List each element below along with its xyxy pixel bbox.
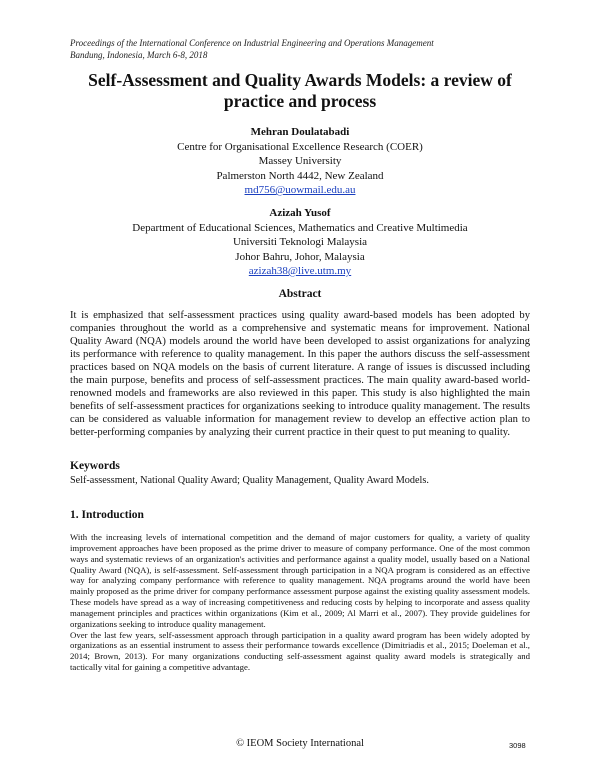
keywords-heading: Keywords xyxy=(70,460,120,472)
introduction-body xyxy=(70,532,530,673)
author-university: Universiti Teknologi Malaysia xyxy=(232,236,368,248)
footer-page-number: 3098 xyxy=(509,741,526,750)
paper-title: Self-Assessment and Quality Awards Models: a review of practice and process xyxy=(88,70,512,111)
author-affiliation: Department of Educational Sciences, Mathematics and Creative Multimedia xyxy=(132,221,468,234)
author-affiliation: Centre for Organisational Excellence Research (COER) xyxy=(177,140,423,153)
author-name: Azizah Yusof xyxy=(269,207,331,219)
author-address: Johor Bahru, Johor, Malaysia xyxy=(235,250,365,263)
header-line-1: Proceedings of the International Conference on Industrial Engineering and Operations Management xyxy=(70,38,434,48)
header-line-2: Bandung, Indonesia, March 6-8, 2018 xyxy=(70,50,208,60)
author-block-1 xyxy=(0,125,600,198)
proceedings-header xyxy=(70,37,434,61)
author-address: Palmerston North 4442, New Zealand xyxy=(216,169,384,182)
author-email-link[interactable]: md756@uowmail.edu.au xyxy=(244,184,356,196)
introduction-paragraph-1: With the increasing levels of international competition and the demand of major customers for quality, a variety of quality improvement approaches have been proposed as the prime driver to measure of company performance. One of the most common ways and systematic reviews of an organization's activities and performance against a quality model, usually based on a National Quality Award (NQA), is self-assessment. Self-assessment through participation in a NQA program is considered as an effective way for analyzing company performance with reference to quality management. NQA programs around the world have been mainly proposed as the prime driver for company performance assessment purpose against the existing quality assessment models. These models have spread as a way of increasing competitiveness and reducing costs by helping to incorporate and assess quality management principles and practices within organizations (Kim et al., 2009; Al Marri et al., 2007). They provide guidelines for organizations seeking to introduce quality management. xyxy=(70,532,530,629)
abstract-text: It is emphasized that self-assessment practices using quality award-based models has been adopted by companies throughout the world as a comprehensive and systematic means for improvement. National Quality Award (NQA) models around the world have been developed to assist organizations for analyzing its performance with reference to quality management. In this paper the authors discuss the self-assessment practices based on NQA models on the basis of current literature. A range of issues is discussed including the main purpose, benefits and process of self-assessment practices. The main quality award-based world-renowned models and frameworks are also reviewed in this paper. This study is also highlighted the main benefits of self-assessment practices for organizations seeking to introduce quality management. The results can be considered as valuable information for management review to develop an effective action plan to better-performing companies by analyzing their current practice in their quest to put meaning to quality. xyxy=(70,310,530,438)
introduction-heading: 1. Introduction xyxy=(70,509,144,521)
author-block-2 xyxy=(0,206,600,279)
author-email-link[interactable]: azizah38@live.utm.my xyxy=(248,265,352,277)
keywords-text: Self-assessment, National Quality Award; Quality Management, Quality Award Models. xyxy=(70,475,429,486)
author-name: Mehran Doulatabadi xyxy=(250,126,350,138)
author-university: Massey University xyxy=(258,155,342,167)
introduction-paragraph-2: Over the last few years, self-assessment approach through participation in a quality award program has been widely adopted by organizations as an essential instrument to assess their performance towards excellence (Dimitriadis et al., 2015; Doeleman et al., 2014; Brown, 2013). For many organizations conducting self-assessment against quality award models is strategically and tactically vital for gaining a competitive advantage. xyxy=(70,629,530,673)
abstract-heading: Abstract xyxy=(278,288,322,300)
footer-copyright: © IEOM Society International xyxy=(236,738,364,749)
